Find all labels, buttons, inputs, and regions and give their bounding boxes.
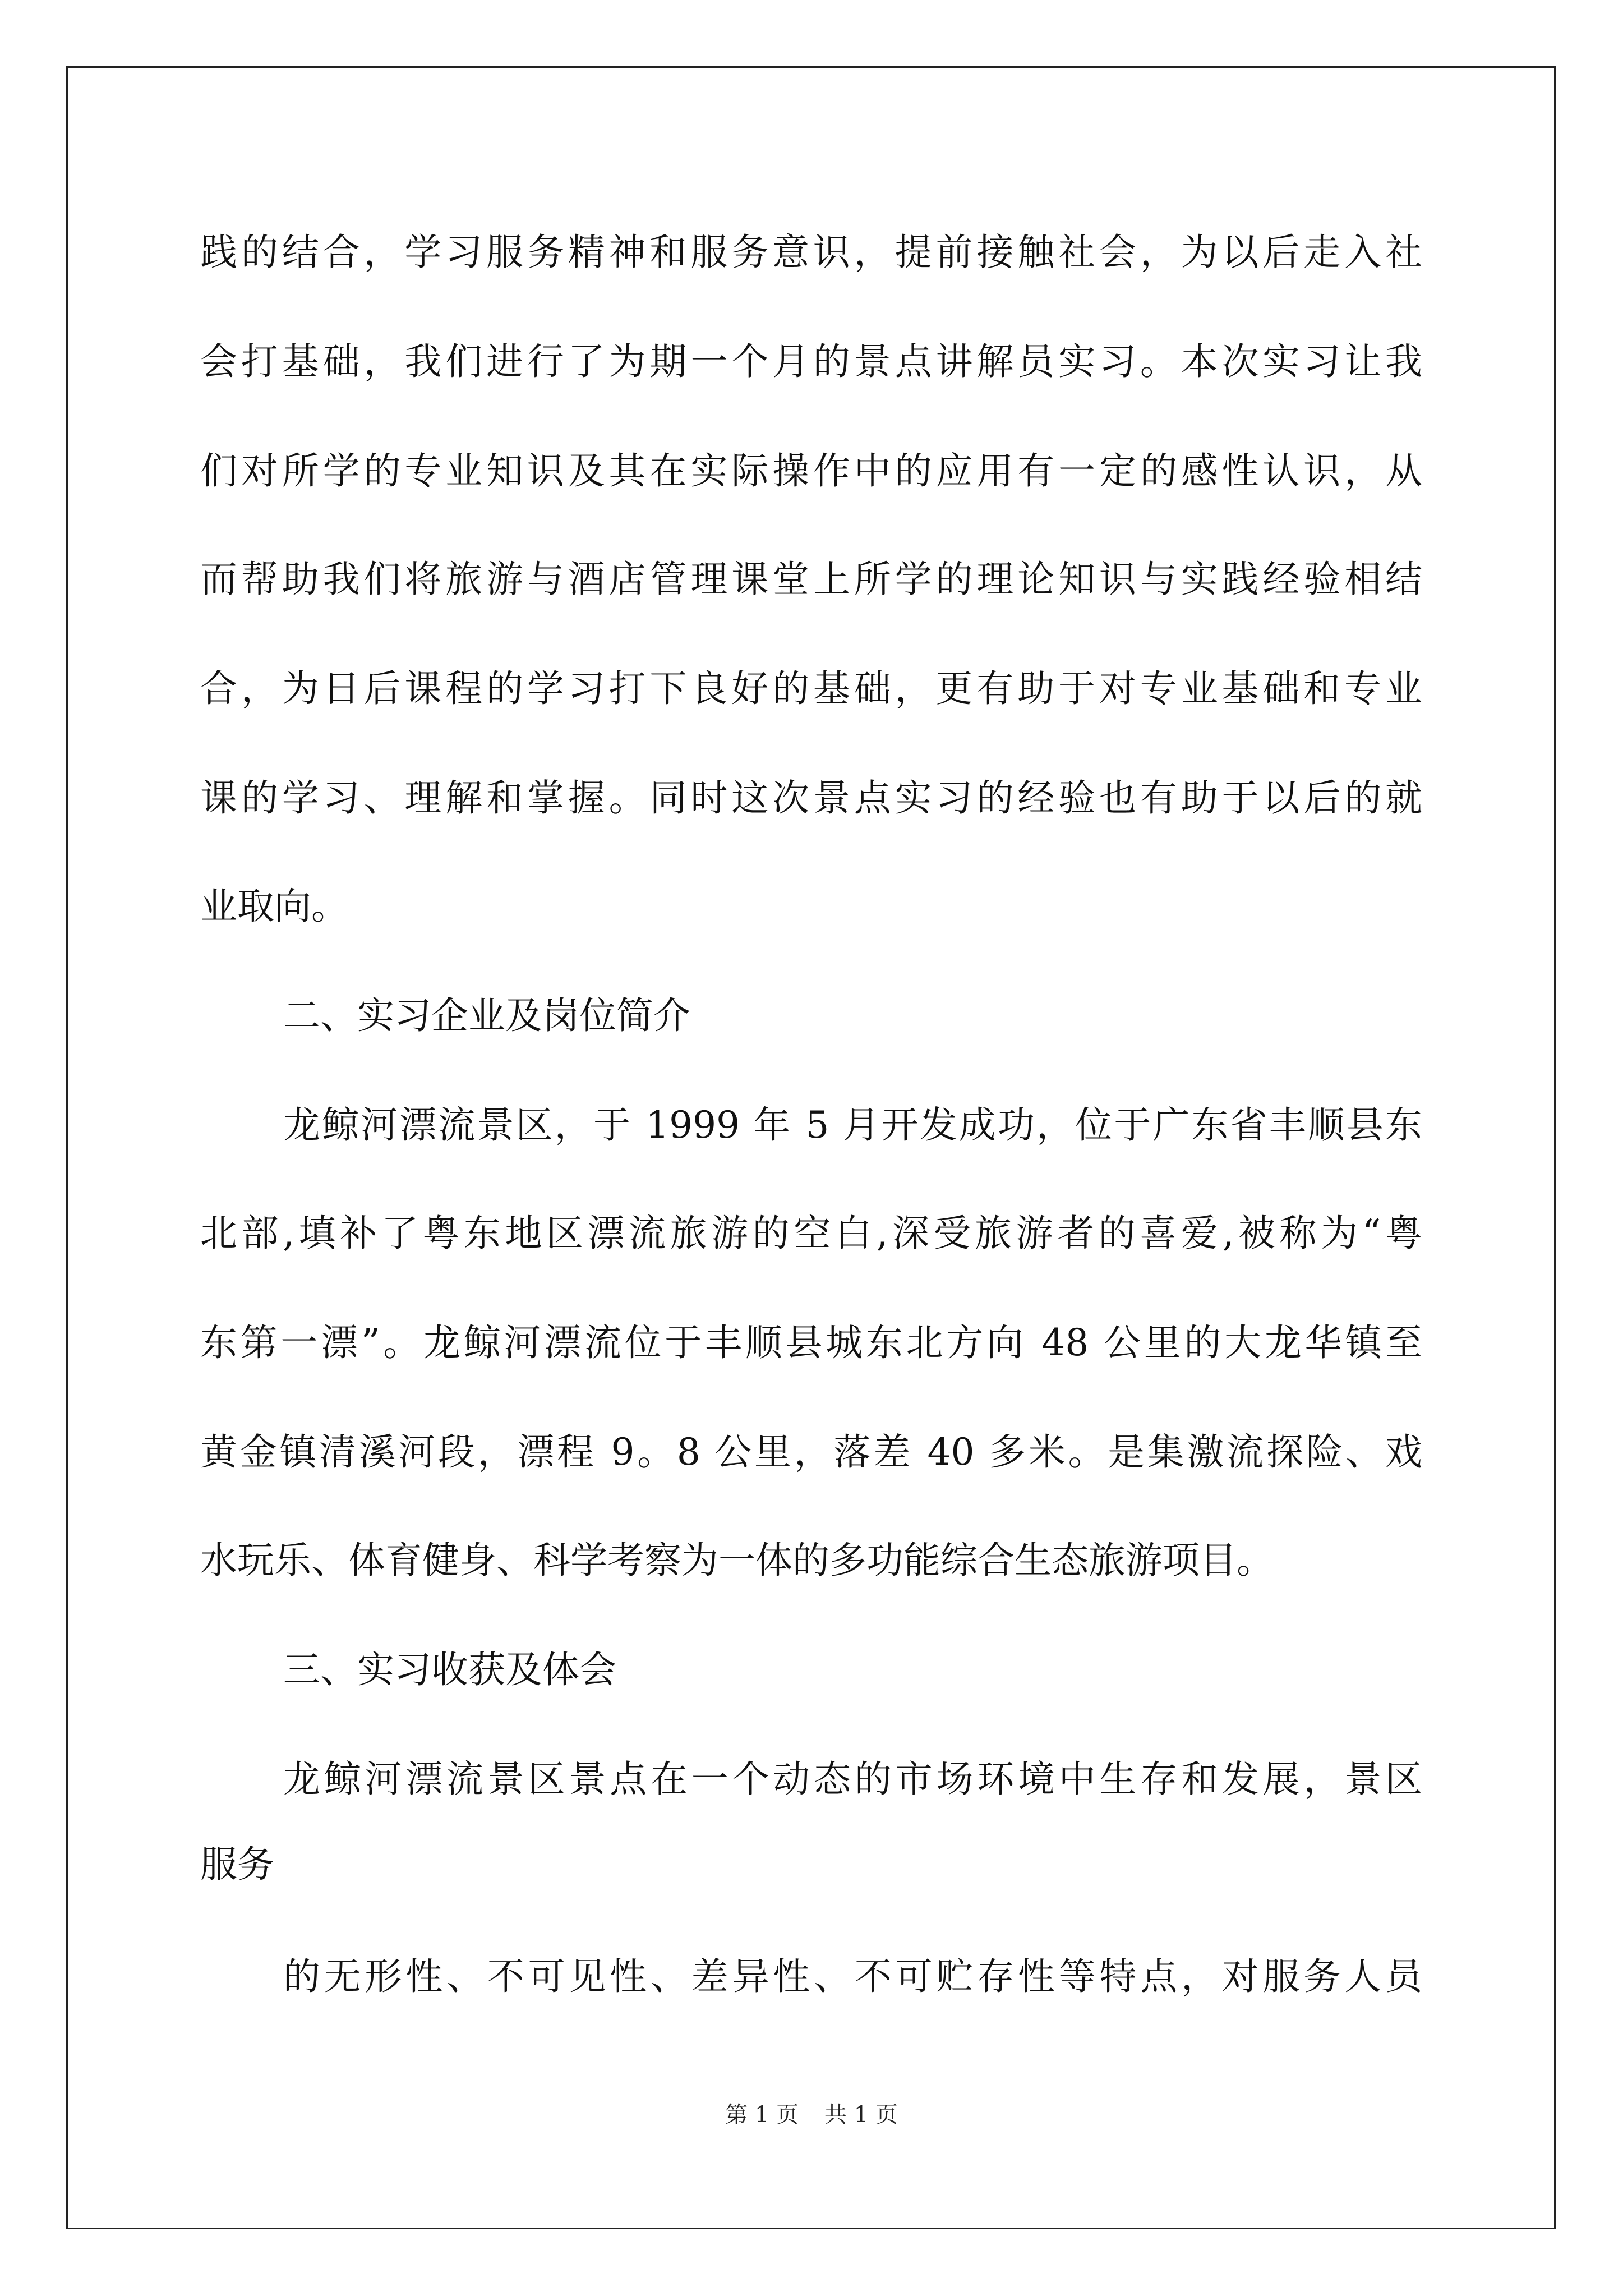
section-heading: 三、实习收获及体会: [283, 1648, 616, 1691]
body-line: 而帮助我们将旅游与酒店管理课堂上所学的理论知识与实践经验相结: [200, 558, 1422, 601]
body-line: 课的学习、理解和掌握。同时这次景点实习的经验也有助于以后的就: [200, 776, 1422, 820]
page-number: 第 1 页: [725, 2102, 799, 2128]
body-line: 黄金镇清溪河段，漂程 9。8 公里，落差 40 多米。是集激流探险、戏: [200, 1430, 1422, 1474]
body-line: 会打基础，我们进行了为期一个月的景点讲解员实习。本次实习让我: [200, 340, 1422, 383]
section-heading: 二、实习企业及岗位简介: [283, 994, 690, 1037]
body-line: 龙鲸河漂流景区，于 1999 年 5 月开发成功，位于广东省丰顺县东: [283, 1103, 1422, 1147]
page-footer: [0, 2101, 1623, 2129]
body-line: 们对所学的专业知识及其在实际操作中的应用有一定的感性认识，从: [200, 449, 1422, 493]
body-line: 水玩乐、体育健身、科学考察为一体的多功能综合生态旅游项目。: [200, 1539, 1274, 1582]
body-line: 的无形性、不可见性、差异性、不可贮存性等特点，对服务人员: [283, 1955, 1422, 1998]
body-line: 践的结合，学习服务精神和服务意识，提前接触社会，为以后走入社: [200, 231, 1422, 274]
body-line: 业取向。: [200, 885, 348, 928]
body-line: 北部,填补了粤东地区漂流旅游的空白,深受旅游者的喜爱,被称为“粤: [200, 1212, 1422, 1255]
page-frame: [66, 66, 1556, 2229]
page-total: 共 1 页: [824, 2102, 898, 2128]
body-line: 服务: [200, 1843, 274, 1886]
body-line: 龙鲸河漂流景区景点在一个动态的市场环境中生存和发展，景区: [283, 1757, 1422, 1801]
body-line: 合，为日后课程的学习打下良好的基础，更有助于对专业基础和专业: [200, 667, 1422, 710]
body-line: 东第一漂”。龙鲸河漂流位于丰顺县城东北方向 48 公里的大龙华镇至: [200, 1321, 1422, 1364]
